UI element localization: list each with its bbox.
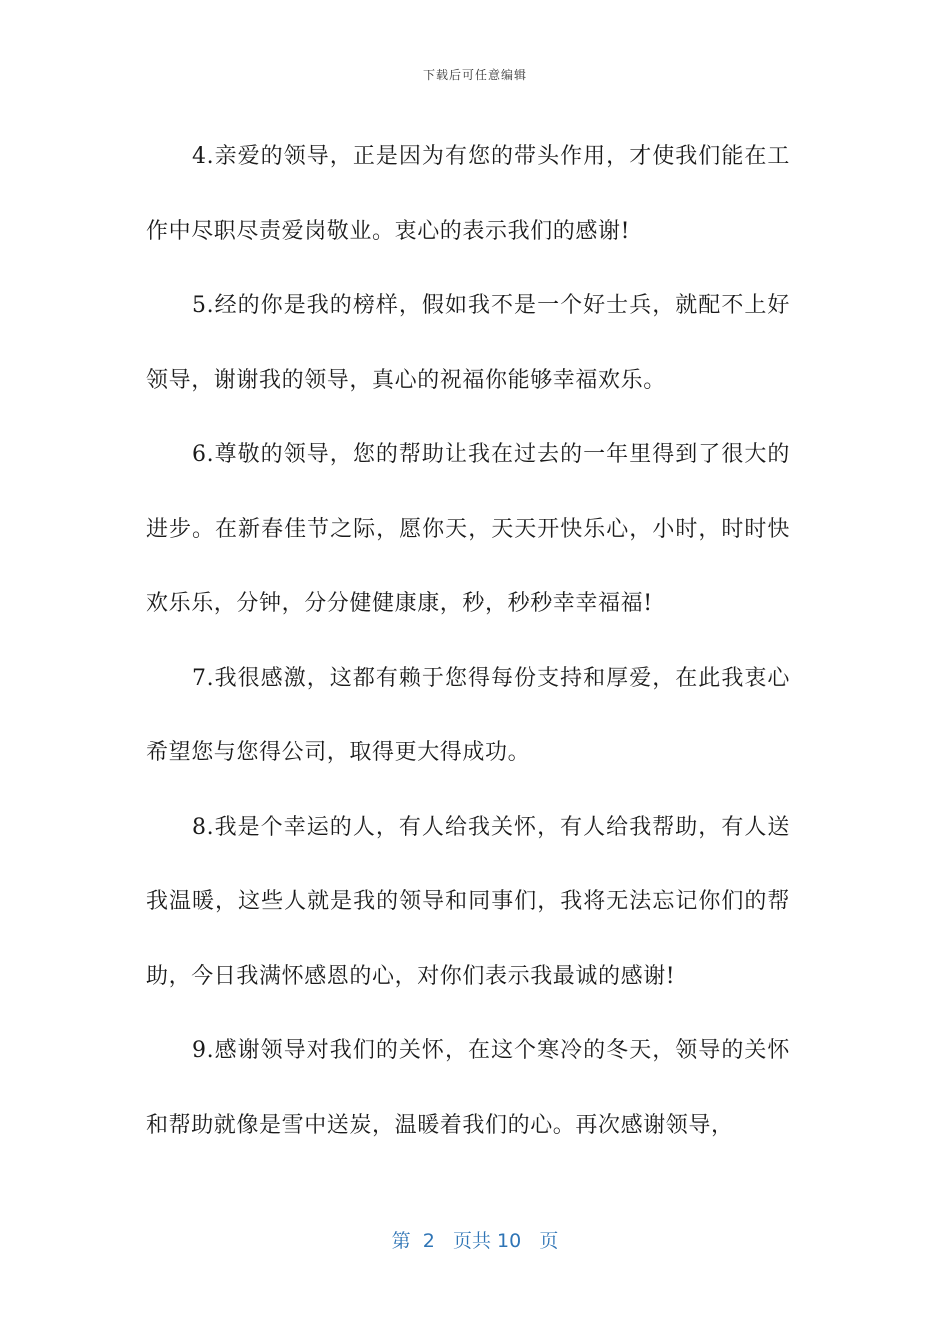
footer-middle: 页共 <box>452 1230 491 1252</box>
paragraph-4: 4.亲爱的领导，正是因为有您的带头作用，才使我们能在工作中尽职尽责爱岗敬业。衷心的表示我们的感谢! <box>146 144 790 244</box>
paragraph-6: 6.尊敬的领导，您的帮助让我在过去的一年里得到了很大的进步。在新春佳节之际，愿你天，天天开快乐心，小时，时时快欢乐乐，分钟，分分健健康康，秒，秒秒幸幸福福! <box>146 442 790 616</box>
footer-prefix: 第 <box>391 1230 411 1252</box>
paragraph-5: 5.经的你是我的榜样，假如我不是一个好士兵，就配不上好领导，谢谢我的领导，真心的祝福你能够幸福欢乐。 <box>146 293 790 393</box>
footer-suffix: 页 <box>539 1230 559 1252</box>
paragraph-9: 9.感谢领导对我们的关怀，在这个寒冷的冬天，领导的关怀和帮助就像是雪中送炭，温暖着我们的心。再次感谢领导， <box>146 1038 790 1138</box>
paragraph-8: 8.我是个幸运的人，有人给我关怀，有人给我帮助，有人送我温暖，这些人就是我的领导和同事们，我将无法忘记你们的帮助，今日我满怀感恩的心，对你们表示我最诚的感谢! <box>146 814 790 989</box>
document-body <box>146 120 790 1163</box>
paragraph-7: 7.我很感激，这都有赖于您得每份支持和厚爱，在此我衷心希望您与您得公司，取得更大得成功。 <box>146 665 790 765</box>
footer-total-pages: 10 <box>497 1230 522 1252</box>
page-footer <box>0 1226 950 1253</box>
header-note: 下载后可任意编辑 <box>422 68 527 82</box>
footer-current-page: 2 <box>422 1230 435 1252</box>
